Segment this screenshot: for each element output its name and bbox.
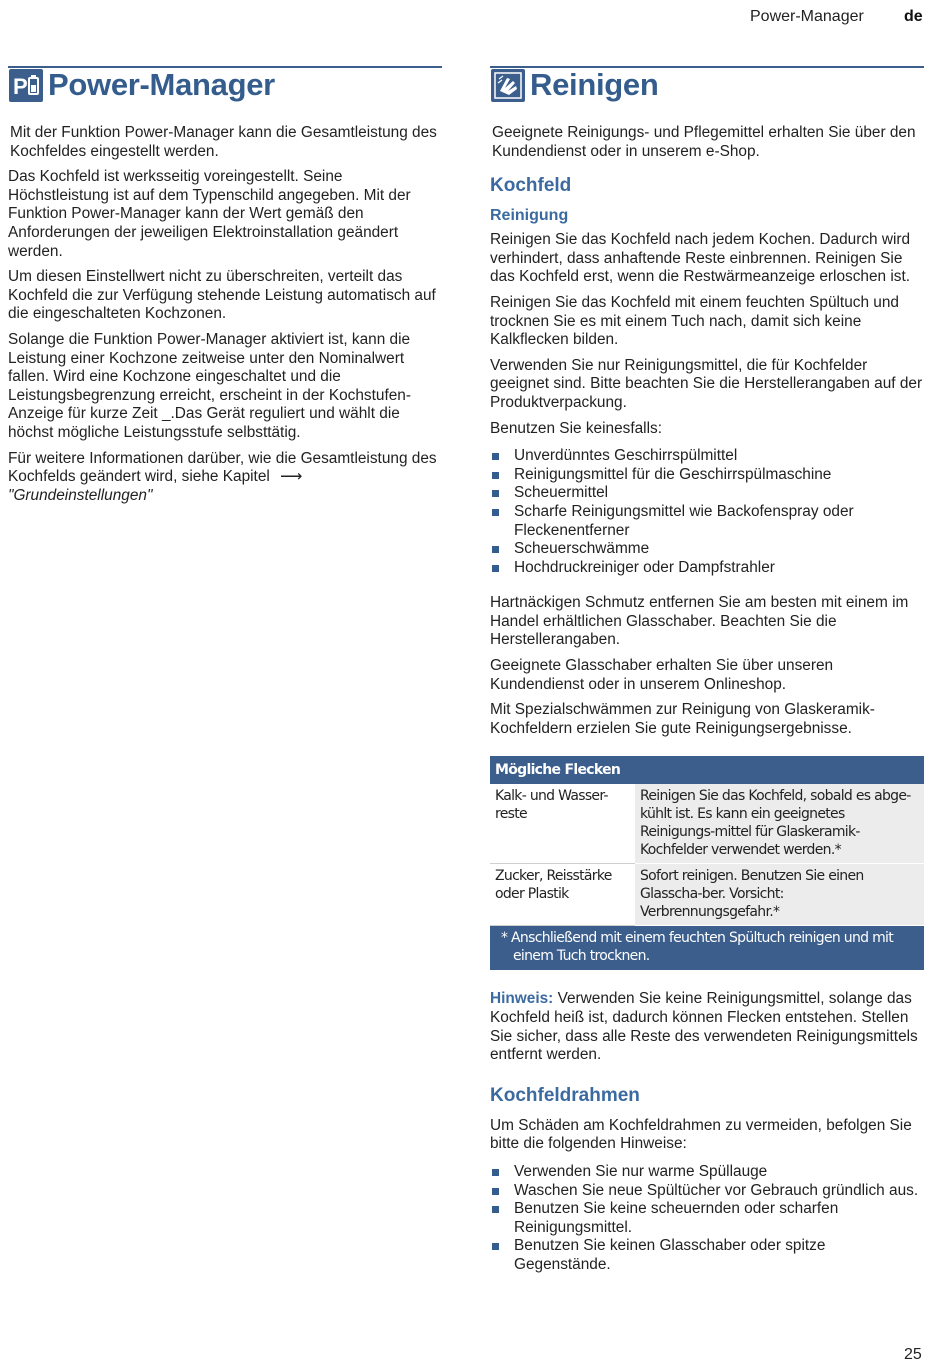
hint-label: Hinweis: — [490, 990, 554, 1008]
header-section-title: Power-Manager — [750, 8, 864, 25]
reinigung-subheading: Reinigung — [490, 207, 569, 225]
paragraph: Um diesen Einstellwert nicht zu überschreiten, verteilt das Kochfeld die zur Verfügung stehende Leistung automatisch auf die eingeschalteten Kochzonen. — [8, 268, 436, 323]
paragraph-text: Für weitere Informationen darüber, wie die Gesamtleistung des Kochfelds geändert wird, siehe Kapitel — [8, 449, 437, 486]
paragraph: Um Schäden am Kochfeldrahmen zu vermeiden, befolgen Sie bitte die folgenden Hinweise: — [490, 1116, 912, 1153]
stains-table — [490, 756, 924, 970]
paragraph: Das Kochfeld ist werksseitig voreingestellt. Seine Höchstleistung ist auf dem Typenschild angegeben. Mit der Funktion Power-Manager kann der Wert gemäß den Anforderungen der jeweiligen Elektroinstallation geändert werden. — [8, 168, 411, 260]
reinigen-heading — [490, 66, 924, 112]
table-footnote — [490, 926, 924, 971]
power-manager-heading — [8, 66, 442, 112]
forbidden-cleaners-list — [490, 447, 924, 577]
list-item: Benutzen Sie keine scheuernden oder scharfen Reinigungsmittel. — [490, 1200, 924, 1237]
power-manager-column — [8, 66, 442, 512]
footnote-text: * Anschließend mit einem feuchten Spültuch reinigen und mit einem Tuch trocknen. — [501, 930, 894, 965]
cleaning-hand-icon — [491, 69, 525, 102]
paragraph: Mit der Funktion Power-Manager kann die Gesamtleistung des Kochfeldes eingestellt werden. — [10, 124, 437, 160]
kochfeld-heading: Kochfeld — [490, 175, 572, 197]
list-item: Reinigungsmittel für die Geschirrspülmaschine — [490, 466, 924, 485]
table-header: Mögliche Flecken — [490, 756, 924, 784]
list-item: Unverdünntes Geschirrspülmittel — [490, 447, 924, 466]
list-item: Hochdruckreiniger oder Dampfstrahler — [490, 559, 924, 578]
list-item: Benutzen Sie keinen Glasschaber oder spitze Gegenstände. — [490, 1237, 924, 1274]
page-number: 25 — [904, 1346, 922, 1363]
stain-cell: Kalk- und Wasser-reste — [490, 784, 635, 864]
page-header — [0, 8, 950, 32]
paragraph-with-reference — [8, 450, 442, 506]
kochfeldrahmen-heading: Kochfeldrahmen — [490, 1084, 640, 1106]
paragraph: Reinigen Sie das Kochfeld nach jedem Kochen. Dadurch wird verhindert, dass anhaftende Reste einbrennen. Reinigen Sie das Kochfeld erst, wenn die Restwärmeanzeige erloschen ist. — [490, 231, 911, 286]
frame-care-list — [490, 1163, 924, 1275]
stain-cell: Zucker, Reisstärke oder Plastik — [490, 864, 635, 926]
list-item: Waschen Sie neue Spültücher vor Gebrauch gründlich aus. — [490, 1182, 924, 1201]
remedy-cell: Reinigen Sie das Kochfeld, sobald es abge-kühlt ist. Es kann ein geeignetes Reinigungs-mittel für Glaskeramik-Kochfelder verwendet werden.* — [635, 784, 924, 864]
header-language: de — [904, 8, 923, 25]
table-row — [490, 864, 924, 926]
paragraph: Geeignete Glasschaber erhalten Sie über unseren Kundendienst oder in unserem Onlineshop. — [490, 657, 834, 693]
list-item: Scheuermittel — [490, 484, 924, 503]
reinigen-column — [490, 66, 924, 1292]
paragraph: Geeignete Reinigungs- und Pflegemittel erhalten Sie über den Kundendienst oder in unserem e-Shop. — [492, 124, 916, 160]
svg-text:P: P — [13, 74, 28, 99]
paragraph: Verwenden Sie nur Reinigungsmittel, die für Kochfelder geeignet sind. Bitte beachten Sie die Herstellerangaben auf der Produktverpackung. — [490, 356, 923, 411]
list-item: Scheuerschwämme — [490, 540, 924, 559]
reinigen-title: Reinigen — [530, 67, 659, 102]
paragraph: Reinigen Sie das Kochfeld mit einem feuchten Spültuch und trocknen Sie es mit einem Tuch nach, damit sich keine Kalkflecken bilden. — [490, 293, 899, 349]
paragraph: Hartnäckigen Schmutz entfernen Sie am besten mit einem im Handel erhältlichen Glasschaber. Beachten Sie die Herstellerangaben. — [490, 594, 909, 649]
list-item: Scharfe Reinigungsmittel wie Backofenspray oder Fleckenentferner — [490, 503, 924, 540]
list-item: Verwenden Sie nur warme Spüllauge — [490, 1163, 924, 1182]
remedy-cell: Sofort reinigen. Benutzen Sie einen Glasscha-ber. Vorsicht: Verbrennungsgefahr.* — [635, 864, 924, 926]
power-manager-title: Power-Manager — [48, 67, 275, 102]
power-manager-icon — [9, 69, 43, 102]
arrow-right-icon: ⟶ — [280, 468, 303, 486]
table-row — [490, 784, 924, 864]
hint-text: Verwenden Sie keine Reinigungsmittel, solange das Kochfeld heiß ist, dadurch können Flecken entstehen. Stellen Sie sicher, dass alle Reste des verwendeten Reinigungsmittels entfernt werden. — [490, 990, 918, 1064]
paragraph: Benutzen Sie keinesfalls: — [490, 419, 662, 437]
hint-paragraph — [490, 990, 924, 1064]
chapter-reference-link[interactable]: "Grundeinstellungen" — [8, 486, 153, 504]
paragraph: Solange die Funktion Power-Manager aktiviert ist, kann die Leistung einer Kochzone zeitweise unter den Nominalwert fallen. Wird eine Kochzone eingeschaltet und die Leistungsbegrenzung erreicht, erscheint in der Kochstufen-Anzeige für kurze Zeit _.Das Gerät reguliert und wählt die höchst mögliche Leistungsstufe selbsttätig. — [8, 330, 411, 441]
paragraph: Mit Spezialschwämmen zur Reinigung von Glaskeramik-Kochfeldern erzielen Sie gute Reinigungsergebnisse. — [490, 701, 875, 737]
